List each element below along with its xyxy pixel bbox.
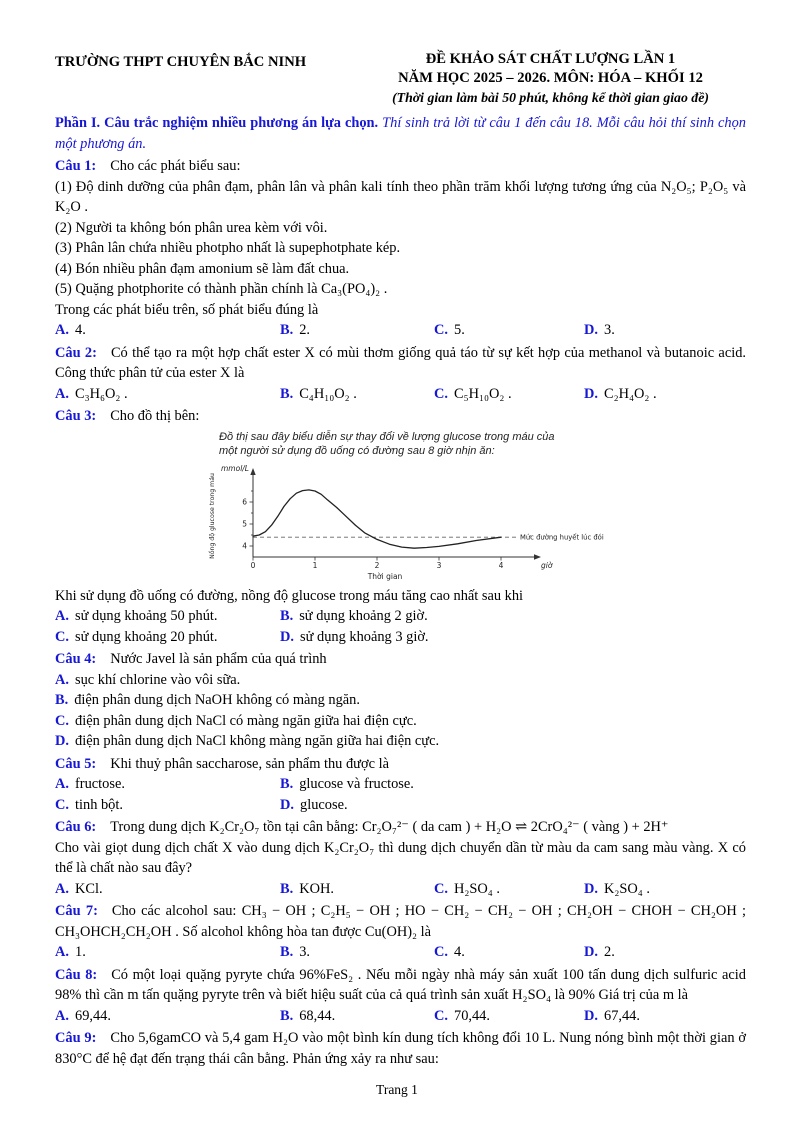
x-tick-label: 0 — [250, 560, 256, 570]
option-b — [280, 384, 434, 405]
option-c — [434, 879, 584, 900]
x-tick-label: 2 — [374, 560, 380, 570]
option-letter: C. — [55, 712, 69, 729]
question-4 — [55, 649, 746, 670]
glucose-plot — [205, 461, 675, 583]
option-text: 3. — [299, 944, 310, 960]
question-5-label: Câu 5: — [55, 755, 97, 772]
question-8 — [55, 965, 746, 1006]
option-text: 67,44. — [604, 1007, 640, 1024]
option-c — [434, 1006, 584, 1027]
option-letter: C. — [434, 1007, 448, 1024]
option-text: 4. — [75, 322, 86, 338]
y-tick-label: 6 — [242, 497, 247, 506]
option-text: sử dụng khoảng 20 phút. — [75, 628, 218, 645]
option-letter: D. — [584, 1007, 598, 1024]
option-text: 68,44. — [299, 1007, 336, 1024]
option-text: 69,44. — [75, 1007, 111, 1024]
option-letter: A. — [55, 880, 69, 897]
question-6-label: Câu 6: — [55, 819, 97, 835]
y-axis-title: Nồng độ glucose trong máu — [209, 472, 216, 559]
option-b — [280, 320, 434, 341]
question-3-label: Câu 3: — [55, 408, 97, 424]
x-tick-label: 4 — [498, 560, 504, 570]
question-1-text: Cho các phát biểu sau: — [110, 158, 241, 174]
option-a — [55, 384, 280, 405]
option-letter: C. — [434, 322, 448, 338]
option-letter: A. — [55, 385, 69, 402]
option-text: sử dụng khoảng 50 phút. — [75, 608, 218, 624]
option-b — [55, 690, 746, 711]
option-text: sục khí chlorine vào vôi sữa. — [75, 671, 241, 688]
x-tick-label: 3 — [436, 560, 442, 570]
option-b — [280, 879, 434, 900]
option-text: 1. — [75, 944, 86, 960]
option-d — [584, 1006, 746, 1027]
option-c — [434, 942, 584, 963]
option-letter: D. — [584, 322, 598, 338]
question-9-text: Cho 5,6gamCO và 5,4 gam H₂O vào một bình kín dung tích không đổi 10 L. Nung nóng bình một thời gian ở 830°C để hệ đạt đến trạng thái cân bằng. Phản ứng xảy ra như sau: — [55, 1030, 746, 1067]
question-8-label: Câu 8: — [55, 966, 98, 983]
option-text: 4. — [454, 944, 465, 960]
option-a — [55, 942, 280, 963]
question-4-options — [55, 670, 746, 752]
part1-instruction: Thí sinh trả lời từ câu 1 đến câu 18. Mỗi câu hỏi thí sinh chọn một phương án. — [55, 115, 746, 152]
option-text: K₂SO₄ . — [604, 880, 651, 897]
option-text: fructose. — [75, 776, 125, 792]
y-unit-label: mmol/L — [221, 463, 249, 473]
option-letter: B. — [280, 322, 294, 338]
x-unit-label: giờ — [541, 560, 553, 570]
option-letter: A. — [55, 776, 69, 792]
question-2-options — [55, 384, 746, 405]
option-letter: A. — [55, 322, 69, 338]
question-4-text: Nước Javel là sản phẩm của quá trình — [110, 651, 327, 667]
option-letter: B. — [55, 692, 69, 708]
question-9 — [55, 1028, 746, 1069]
option-d — [584, 879, 746, 900]
option-text: 2. — [299, 322, 310, 338]
question-7 — [55, 901, 746, 942]
option-a — [55, 774, 280, 795]
question-2-label: Câu 2: — [55, 344, 97, 361]
question-1-statement-3: (3) Phân lân chứa nhiều photpho nhất là supephotphate kép. — [55, 240, 401, 256]
option-letter: D. — [584, 385, 598, 402]
exam-duration: (Thời gian làm bài 50 phút, không kể thời gian giao đề) — [392, 90, 709, 105]
option-c — [55, 711, 746, 732]
question-1-closing: Trong các phát biểu trên, số phát biểu đúng là — [55, 301, 319, 318]
option-letter: D. — [280, 796, 294, 813]
option-letter: D. — [55, 733, 69, 749]
school-name: TRƯỜNG THPT CHUYÊN BẮC NINH — [55, 54, 307, 70]
option-a — [55, 1006, 280, 1027]
x-tick-label: 1 — [312, 560, 318, 570]
part1-label: Phần I. Câu trắc nghiệm nhiều phương án lựa chọn. — [55, 115, 379, 131]
option-b — [280, 606, 746, 627]
page-footer — [0, 1080, 794, 1101]
option-letter: B. — [280, 880, 294, 897]
question-5 — [55, 754, 746, 775]
y-tick-label: 4 — [242, 541, 247, 550]
y-axis-arrow — [250, 468, 255, 475]
question-8-text: Có một loại quặng pyryte chứa 96%FeS₂ . Nếu mỗi ngày nhà máy sản xuất 100 tấn dung dịch sulfuric acid 98% thì cần m tấn quặng pyryte trên và biết hiệu suất của cả quá trình sản xuất H₂SO₄ là 90% Giá trị của m là — [55, 966, 746, 1003]
option-letter: D. — [280, 628, 294, 645]
exam-title-block — [355, 50, 746, 107]
question-6-text: Trong dung dịch K₂Cr₂O₇ tồn tại cân bằng: Cr₂O₇²⁻ ( da cam ) + H₂O ⇌ 2CrO₄²⁻ ( vàng ) + 2H⁺ — [110, 819, 669, 835]
option-letter: A. — [55, 944, 69, 960]
option-letter: B. — [280, 776, 294, 792]
option-d — [280, 795, 746, 816]
question-7-label: Câu 7: — [55, 903, 98, 919]
option-text: điện phân dung dịch NaOH không có màng ngăn. — [74, 692, 360, 708]
option-d — [584, 384, 746, 405]
option-c — [434, 320, 584, 341]
question-5-text: Khi thuỷ phân saccharose, sản phẩm thu được là — [110, 755, 389, 772]
x-axis-arrow — [534, 554, 541, 559]
option-text: 70,44. — [454, 1007, 490, 1024]
fasting-baseline-label: Mức đường huyết lúc đói — [520, 532, 604, 541]
part1-heading — [55, 113, 746, 154]
question-6-text2: Cho vài giọt dung dịch chất X vào dung dịch K₂Cr₂O₇ thì dung dịch chuyển dần từ màu da cam sang màu vàng. X có thể là chất nào sau đây? — [55, 839, 746, 876]
option-letter: D. — [584, 880, 598, 897]
option-letter: B. — [280, 385, 294, 402]
option-letter: A. — [55, 608, 69, 624]
option-text: 2. — [604, 944, 615, 960]
option-d — [584, 942, 746, 963]
option-text: C₅H₁₀O₂ . — [454, 385, 512, 402]
option-b — [280, 942, 434, 963]
option-a — [55, 606, 280, 627]
question-1-statement-2: (2) Người ta không bón phân urea kèm với vôi. — [55, 219, 328, 236]
option-letter: C. — [434, 880, 448, 897]
question-3-closing: Khi sử dụng đồ uống có đường, nồng độ glucose trong máu tăng cao nhất sau khi — [55, 587, 524, 604]
option-text: 3. — [604, 322, 615, 338]
option-letter: A. — [55, 1007, 69, 1024]
question-5-options — [55, 774, 746, 815]
exam-subtitle: NĂM HỌC 2025 – 2026. MÔN: HÓA – KHỐI 12 — [398, 70, 703, 86]
question-3-text: Cho đồ thị bên: — [110, 408, 200, 424]
option-letter: B. — [280, 608, 294, 624]
option-text: điện phân dung dịch NaCl không màng ngăn giữa hai điện cực. — [75, 733, 440, 749]
option-text: điện phân dung dịch NaCl có màng ngăn giữa hai điện cực. — [75, 712, 417, 729]
option-d — [280, 627, 746, 648]
option-d — [584, 320, 746, 341]
question-1-statement-5: (5) Quặng photphorite có thành phần chính là Ca₃(PO₄)₂ . — [55, 281, 388, 297]
question-2 — [55, 343, 746, 384]
question-7-text: Cho các alcohol sau: CH₃ − OH ; C₂H₅ − OH ; HO − CH₂ − CH₂ − OH ; CH₂OH − CHOH − CH₂OH ; CH₃OHCH₂CH₂OH . Số alcohol không hòa tan được Cu(OH)₂ là — [55, 903, 747, 940]
x-axis-title: Thời gian — [367, 571, 403, 581]
option-letter: C. — [55, 628, 69, 645]
option-letter: A. — [55, 671, 69, 688]
option-text: C₂H₄O₂ . — [604, 385, 657, 402]
question-4-label: Câu 4: — [55, 651, 97, 667]
option-letter: C. — [55, 796, 69, 813]
question-3 — [55, 406, 746, 427]
option-letter: B. — [280, 1007, 294, 1024]
option-text: KCl. — [75, 880, 103, 897]
question-1 — [55, 156, 746, 177]
document-header — [55, 50, 746, 107]
option-b — [280, 1006, 434, 1027]
option-c — [434, 384, 584, 405]
option-b — [280, 774, 746, 795]
option-c — [55, 795, 280, 816]
question-2-text: Có thể tạo ra một hợp chất ester X có mùi thơm giống quả táo từ sự kết hợp của methanol và butanoic acid. Công thức phân tử của ester X là — [55, 344, 746, 381]
option-text: H₂SO₄ . — [454, 880, 501, 897]
option-letter: D. — [584, 944, 598, 960]
option-text: C₄H₁₀O₂ . — [299, 385, 357, 402]
question-9-label: Câu 9: — [55, 1030, 97, 1046]
option-text: C₃H₆O₂ . — [75, 385, 128, 402]
option-text: sử dụng khoảng 3 giờ. — [300, 628, 429, 645]
option-text: glucose. — [300, 796, 348, 813]
question-7-options — [55, 942, 746, 963]
option-text: glucose và fructose. — [299, 776, 414, 792]
option-d — [55, 731, 746, 752]
option-text: tinh bột. — [75, 796, 123, 813]
question-1-label: Câu 1: — [55, 158, 97, 174]
question-3-options — [55, 606, 746, 647]
option-a — [55, 879, 280, 900]
page-number: Trang 1 — [376, 1081, 418, 1097]
question-1-statement-1: (1) Độ dinh dưỡng của phân đạm, phân lân và phân kali tính theo phần trăm khối lượng tương ứng của N₂O₅; P₂O₅ và K₂O . — [55, 178, 746, 215]
option-a — [55, 670, 746, 691]
option-letter: C. — [434, 385, 448, 402]
question-1-options — [55, 320, 746, 341]
exam-title: ĐỀ KHẢO SÁT CHẤT LƯỢNG LẦN 1 — [425, 51, 676, 67]
option-c — [55, 627, 280, 648]
option-text: 5. — [454, 322, 465, 338]
chart-title: Đồ thị sau đây biểu diễn sự thay đổi về lượng glucose trong máu của một người sử dụng đồ uống có đường sau 8 giờ nhịn ăn: — [219, 430, 555, 457]
option-letter: C. — [434, 944, 448, 960]
y-tick-label: 5 — [242, 519, 247, 528]
option-text: sử dụng khoảng 2 giờ. — [299, 608, 428, 624]
glucose-chart — [205, 430, 685, 583]
glucose-curve — [253, 489, 501, 547]
question-8-options — [55, 1006, 746, 1027]
question-1-statement-4: (4) Bón nhiều phân đạm amonium sẽ làm đất chua. — [55, 260, 350, 277]
option-a — [55, 320, 280, 341]
option-text: KOH. — [299, 880, 334, 897]
question-6 — [55, 817, 746, 838]
option-letter: B. — [280, 944, 294, 960]
question-6-options — [55, 879, 746, 900]
